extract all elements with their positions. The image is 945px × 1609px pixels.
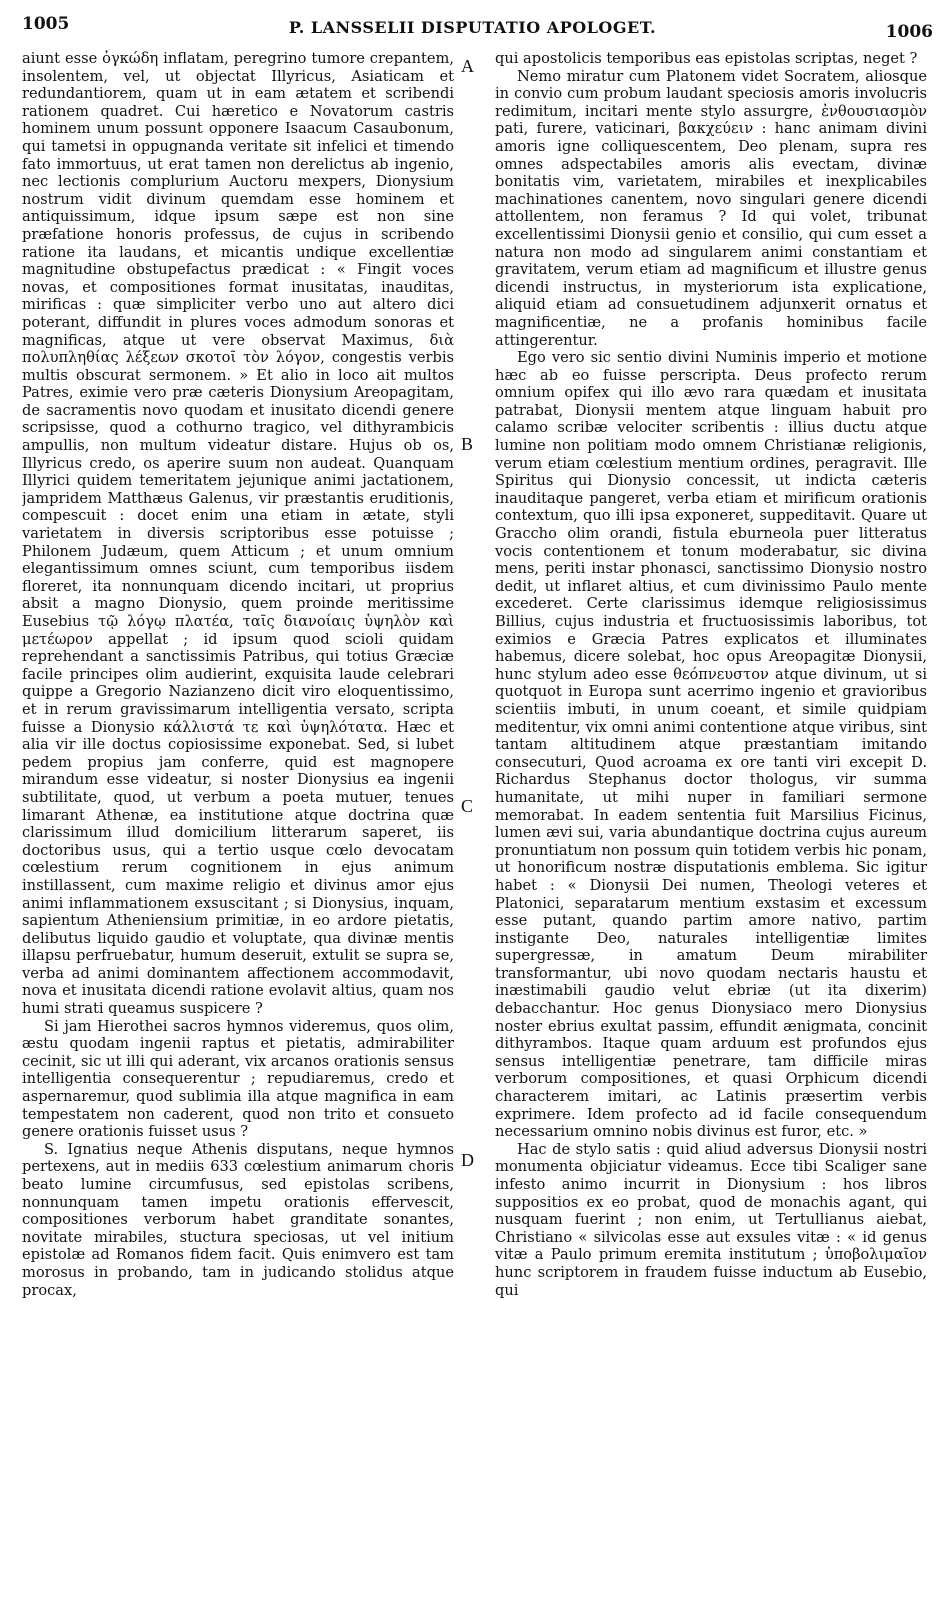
page-header [0,0,945,46]
margin-marker-c: C [461,796,474,816]
page-number-right: 1006 [885,22,933,42]
left-column [22,50,454,1605]
margin-marker-a: A [461,56,474,76]
right-paragraph-2: Nemo miratur cum Platonem videt Socratem, aliosque in convio cum probum laudant speciosis amoris involucris redimitum, incitari mente stylo assurgre, ἐνθουσιασμὸν pati, furere, vaticinari, βακχεύειν : hanc animam divini amoris igne colliquescentem, Deo plenam, supra res omnes adspectabiles amoris alis evectam, divinæ bonitatis vim, varietatem, mirabiles et inexplicabiles machinationes canentem, novo singulari genere dicendi attollentem, non feramus ? Id qui volet, tribunat excellentissimi Dionysii genio et consilio, qui cum esset a natura non modo ad singularem animi constantiam et gravitatem, verum etiam ad magnificum et illustre genus dicendi instructus, in mysteriorum ista explicatione, aliquid etiam ad consuetudinem adjunxerit ornatus et magnificentiæ, ne a profanis hominibus facile attingerentur. [495,67,927,349]
running-title: P. LANSSELII DISPUTATIO APOLOGET. [288,18,657,37]
right-paragraph-1: qui apostolicis temporibus eas epistolas scriptas, neget ? [495,50,918,67]
margin-marker-b: B [461,434,474,454]
margin-marker-d: D [461,1150,474,1170]
left-paragraph-2: Si jam Hierothei sacros hymnos videremus, quos olim, æstu quodam ingenii raptus et pietatis, admirabiliter cecinit, sic ut illi qui aderant, vix arcanos orationis sensus intelligentia consequerentur ; repudiaremus, credo et aspernaremur, quod sublimia illa atque magnifica in eam tempestatem non caderent, quod non trito et consueto genere orationis fuisset usus ? [22,1017,454,1141]
left-paragraph-1: aiunt esse ὀγκώδη inflatam, peregrino tumore crepantem, insolentem, vel, ut objectat Illyricus, Asiaticam et redundantiorem, quam ut in eam ætatem et scribendi rationem quadret. Cui hæretico e Novatorum castris hominem unum possunt opponere Isaacum Casaubonum, qui tametsi in oppugnanda veritate sit infelici et timendo fato immortuus, ut erat tamen non derelictus ab ingenio, nec lectionis complurium Auctoru mexpers, Dionysium nostrum vidit divinum quemdam esse hominem et antiquissimum, idque ipsum sæpe est non sine præfatione honoris professus, de cujus in scribendo ratione ita laudans, et micantis undique excellentiæ magnitudine obstupefactus prædicat : « Fingit voces novas, et compositiones format inusitatas, inauditas, mirificas : quæ simpliciter verbo uno aut altero dici poterant, diffundit in plures voces admodum sonoras et magnificas, atque ut vere observat Maximus, διὰ πολυπληθίας λέξεων σκοτοῖ τὸν λόγον, congestis verbis multis obscurat sermonem. » Et alio in loco ait multos Patres, eximie vero præ cæteris Dionysium Areopagitam, de sacramentis novo quodam et inusitato dicendi genere scripsisse, quod a cothurno tragico, vel dithyrambicis ampullis, non multum videatur distare. Hujus ob os, Illyricus credo, os aperire suum non audeat. Quanquam Illyrici quidem temeritatem jejunique animi jactationem, jampridem Matthæus Galenus, vir præstantis eruditionis, compescuit : docet enim una etiam in ætate, styli varietatem in diversis scriptoribus esse potuisse ; Philonem Judæum, quem Atticum ; et unum omnium elegantissimum omnes sciunt, cum temporibus iisdem floreret, ita nonnunquam dicendo incitari, ut proprius absit a magno Dionysio, quem proinde meritissime Eusebius τῷ λόγῳ πλατέα, ταῖς διανοίαις ὑψηλὸν καὶ μετέωρον appellat ; id ipsum quod scioli quidam reprehendant a sanctissimis Patribus, qui totius Græciæ facile principes olim audierint, exquisita laude celebrari quippe a Gregorio Nazianzeno dicit viro eloquentissimo, et in rerum gravissimarum intelligentia versato, scripta fuisse a Dionysio κάλλιστά τε καὶ ὑψηλότατα. Hæc et alia vir ille doctus copiosissime exponebat. Sed, si lubet pedem propius jam conferre, quid est magnopere mirandum esse videatur, si noster Dionysius ea ingenii subtilitate, quod, ut verbum a poeta mutuer, tenues limarant Athenæ, ea institutione atque doctrina quæ clarissimum illud domicilium litterarum saperet, iis doctoribus usus, qui a tertio usque cœlo devocatam cœlestium rerum cognitionem in ejus animum instillassent, cum maxime religio et divinus amor ejus animi inflammationem exsuscitant ; si Dionysius, inquam, sapientum Atheniensium primitiæ, in eo ardore pietatis, delibutus liquido gaudio et voluptate, qua divinæ mentis illapsu perfruebatur, humum deseruit, extulit se supra se, verba ad animi dominantem affectionem accommodavit, nova et inusitata dicendi ratione evolavit altius, quam nos humi strati queamus suspicere ? [22,50,454,1018]
right-column [495,50,927,1605]
page-number-left: 1005 [22,14,70,34]
left-paragraph-3: S. Ignatius neque Athenis disputans, neque hymnos pertexens, aut in mediis 633 cœlestium animarum choris beato lumine circumfusus, sed epistolas scribens, nonnunquam tamen impetu orationis effervescit, compositiones verborum habet granditate sonantes, novitate mirabiles, stuctura speciosas, ut vel initium epistolæ ad Romanos fidem facit. Quis enimvero est tam morosus in probando, tam in judicando stolidus atque procax, [22,1140,454,1299]
right-paragraph-3: Ego vero sic sentio divini Numinis imperio et motione hæc ab eo fuisse perscripta. Deus profecto rerum omnium opifex qui illo ævo rara quædam et inusitata patrabat, Dionysii mentem atque linguam habuit pro calamo scribæ velociter scribentis : illius ductu atque lumine non politiam modo omnem Christianæ religionis, verum etiam cœlestium mentium ordines, peragravit. Ille Spiritus qui Dionysio concessit, ut indicta cæteris inauditaque pangeret, verba etiam et mirificum orationis contextum, quo illi ipsa exponeret, suppeditavit. Quare ut Graccho olim orandi, fistula eburneola puer litteratus vocis contentionem et tonum moderabatur, sic divina mens, periti instar phonasci, sanctissimo Dionysio nostro dedit, ut inflaret altius, et cum divinissimo Paulo mente excederet. Certe clarissimus idemque religiosissimus Billius, cujus industria et fructuosissimis laboribus, tot eximios e Græcia Patres explicatos et illuminates habemus, dicere solebat, hoc opus Areopagitæ Dionysii, hunc stylum adeo esse θεόπνευστον atque divinum, ut si quotquot in Europa sunt acerrimo ingenio et gravioribus scientiis imbuti, in unum coeant, et simile quidpiam meditentur, vix omni animi contentione atque viribus, sint tantam altitudinem atque præstantiam imitando consecuturi, Quod acroama ex ore tanti viri excepit D. Richardus Stephanus doctor thologus, vir summa humanitate, ut mihi nuper in familiari sermone memorabat. In eadem sententia fuit Marsilius Ficinus, lumen ævi sui, varia abundantique doctrina cujus aureum pronuntiatum non possum quin totidem verbis hic ponam, ut honorificum nostræ disputationis emblema. Sic igitur habet : « Dionysii Dei numen, Theologi veteres et Platonici, separatarum mentium exstasim et excessum esse putant, quando partim amore nativo, partim instigante Deo, naturales intelligentiæ limites supergressæ, in amatum Deum mirabiliter transformantur, ubi novo quodam nectaris haustu et inæstimabili gaudio velut ebriæ (ut ita dixerim) debacchantur. Hoc genus Dionysiaco mero Dionysius noster ebrius exultat passim, effundit ænigmata, concinit dithyrambos. Itaque quam arduum est profundos ejus sensus intelligentiæ penetrare, tam difficile miras verborum compositiones, et quasi Orphicum dicendi characterem imitari, ac Latinis præsertim verbis exprimere. Idem profecto ad id facile consequendum necessarium omnino nobis divinus est furor, etc. » [495,349,927,1141]
right-paragraph-4: Hac de stylo satis : quid aliud adversus Dionysii nostri monumenta objiciatur videamus. Ecce tibi Scaliger sane infesto animo incurrit in Dionysium : hos libros suppositios ex eo probat, quod de monachis agant, qui nusquam fuerint ; non enim, ut Tertullianus aiebat, Christiano « silvicolas esse aut exsules vitæ : « id genus vitæ a Paulo primum eremita institutum ; ὑποβολιμαῖον hunc scriptorem in fraudem fuisse inductum ab Eusebio, qui [495,1140,927,1299]
